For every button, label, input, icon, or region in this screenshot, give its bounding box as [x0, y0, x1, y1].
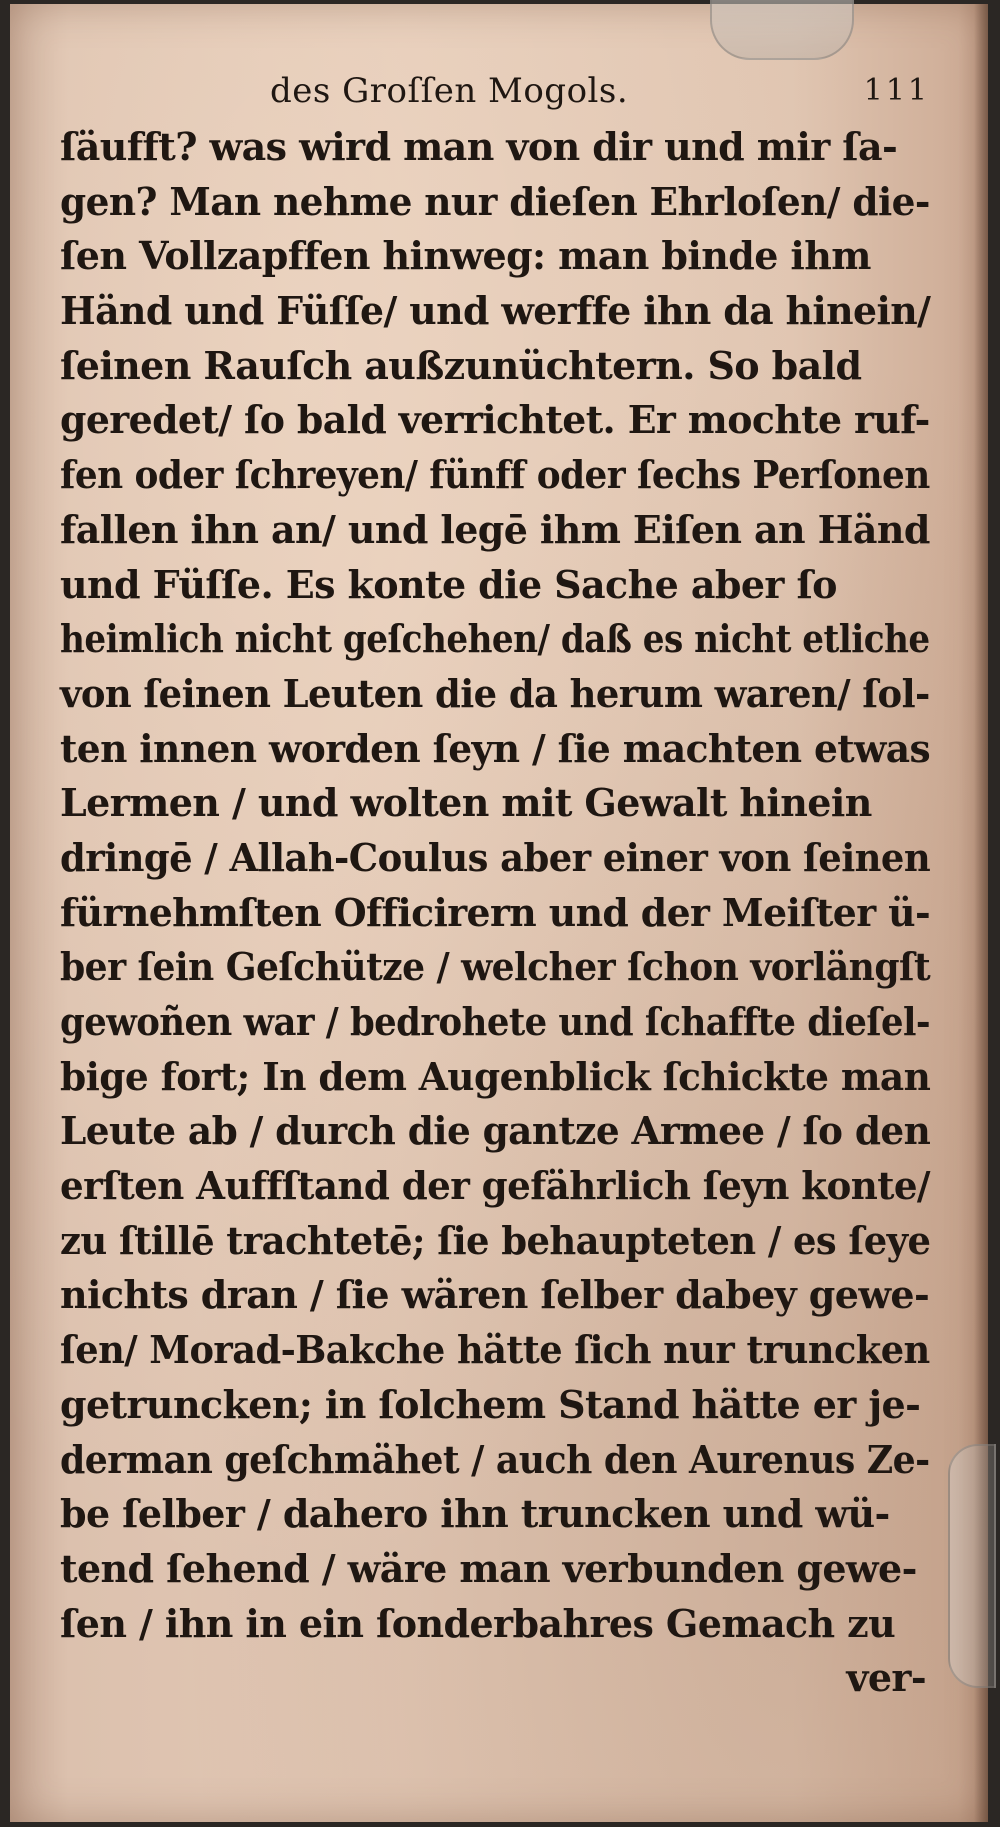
running-title: des Groſſen Mogols. — [270, 71, 629, 111]
text-line: ſeinen Rauſch außzunüchtern. So bald — [60, 342, 862, 388]
text-line: ber ſein Geſchütze / welcher ſchon vorlängſt — [60, 944, 931, 990]
text-line: Leute ab / durch die gantze Armee / ſo den — [60, 1108, 931, 1154]
text-line: von ſeinen Leuten die da herum waren/ ſol- — [60, 670, 930, 716]
page-number: 111 — [863, 73, 930, 108]
text-line: erſten Auffſtand der gefährlich ſeyn konte/ — [60, 1163, 930, 1209]
text-line: tend ſehend / wäre man verbunden gewe- — [60, 1545, 917, 1591]
text-line: ſen/ Morad-Bakche hätte ſich nur truncken — [60, 1327, 930, 1373]
text-line: und Füſſe. Es konte die Sache aber ſo — [60, 561, 837, 607]
text-line: derman geſchmähet / auch den Aurenus Ze- — [60, 1436, 930, 1482]
text-line: geredet/ ſo bald verrichtet. Er mochte ruf- — [60, 397, 930, 443]
text-line: getruncken; in ſolchem Stand hätte er je- — [60, 1381, 921, 1427]
plastic-clip-side — [948, 1444, 996, 1688]
text-line: ſen Vollzapffen hinweg: man binde ihm — [60, 233, 871, 279]
text-line: fen oder ſchreyen/ fünff oder ſechs Perſonen — [60, 452, 930, 498]
text-line: zu ſtillē trachtetē; ſie behaupteten / es ſeye — [60, 1217, 931, 1263]
text-line: gewoñen war / bedrohete und ſchaffte dieſel- — [60, 999, 931, 1044]
text-line: bige fort; In dem Augenblick ſchickte man — [60, 1053, 931, 1099]
text-line: heimlich nicht geſchehen/ daß es nicht etliche — [60, 616, 930, 662]
text-line: ſäufft? was wird man von dir und mir ſa- — [60, 124, 898, 169]
body-text — [60, 120, 940, 1706]
text-line: fürnehmſten Officirern und der Meiſter ü- — [60, 889, 931, 935]
text-line: nichts dran / ſie wären ſelber dabey gewe- — [60, 1272, 930, 1318]
text-line: fallen ihn an/ und legē ihm Eiſen an Händ — [60, 506, 930, 552]
plastic-clip-top — [710, 0, 854, 60]
text-line: ten innen worden ſeyn / ſie machten etwas — [60, 725, 931, 771]
text-block — [60, 62, 940, 1706]
running-head — [60, 62, 940, 120]
text-line: gen? Man nehme nur dieſen Ehrloſen/ die- — [60, 178, 930, 224]
text-line: ſen / ihn in ein ſonderbahres Gemach zu — [60, 1600, 896, 1646]
text-line: be ſelber / dahero ihn truncken und wü- — [60, 1491, 890, 1537]
catchword: ver- — [846, 1655, 926, 1701]
paper-sheet — [10, 4, 988, 1822]
text-line: Lermen / und wolten mit Gewalt hinein — [60, 780, 872, 826]
text-line: Händ und Füſſe/ und werffe ihn da hinein/ — [60, 288, 931, 334]
text-line: dringē / Allah-Coulus aber einer von ſeinen — [60, 834, 931, 880]
